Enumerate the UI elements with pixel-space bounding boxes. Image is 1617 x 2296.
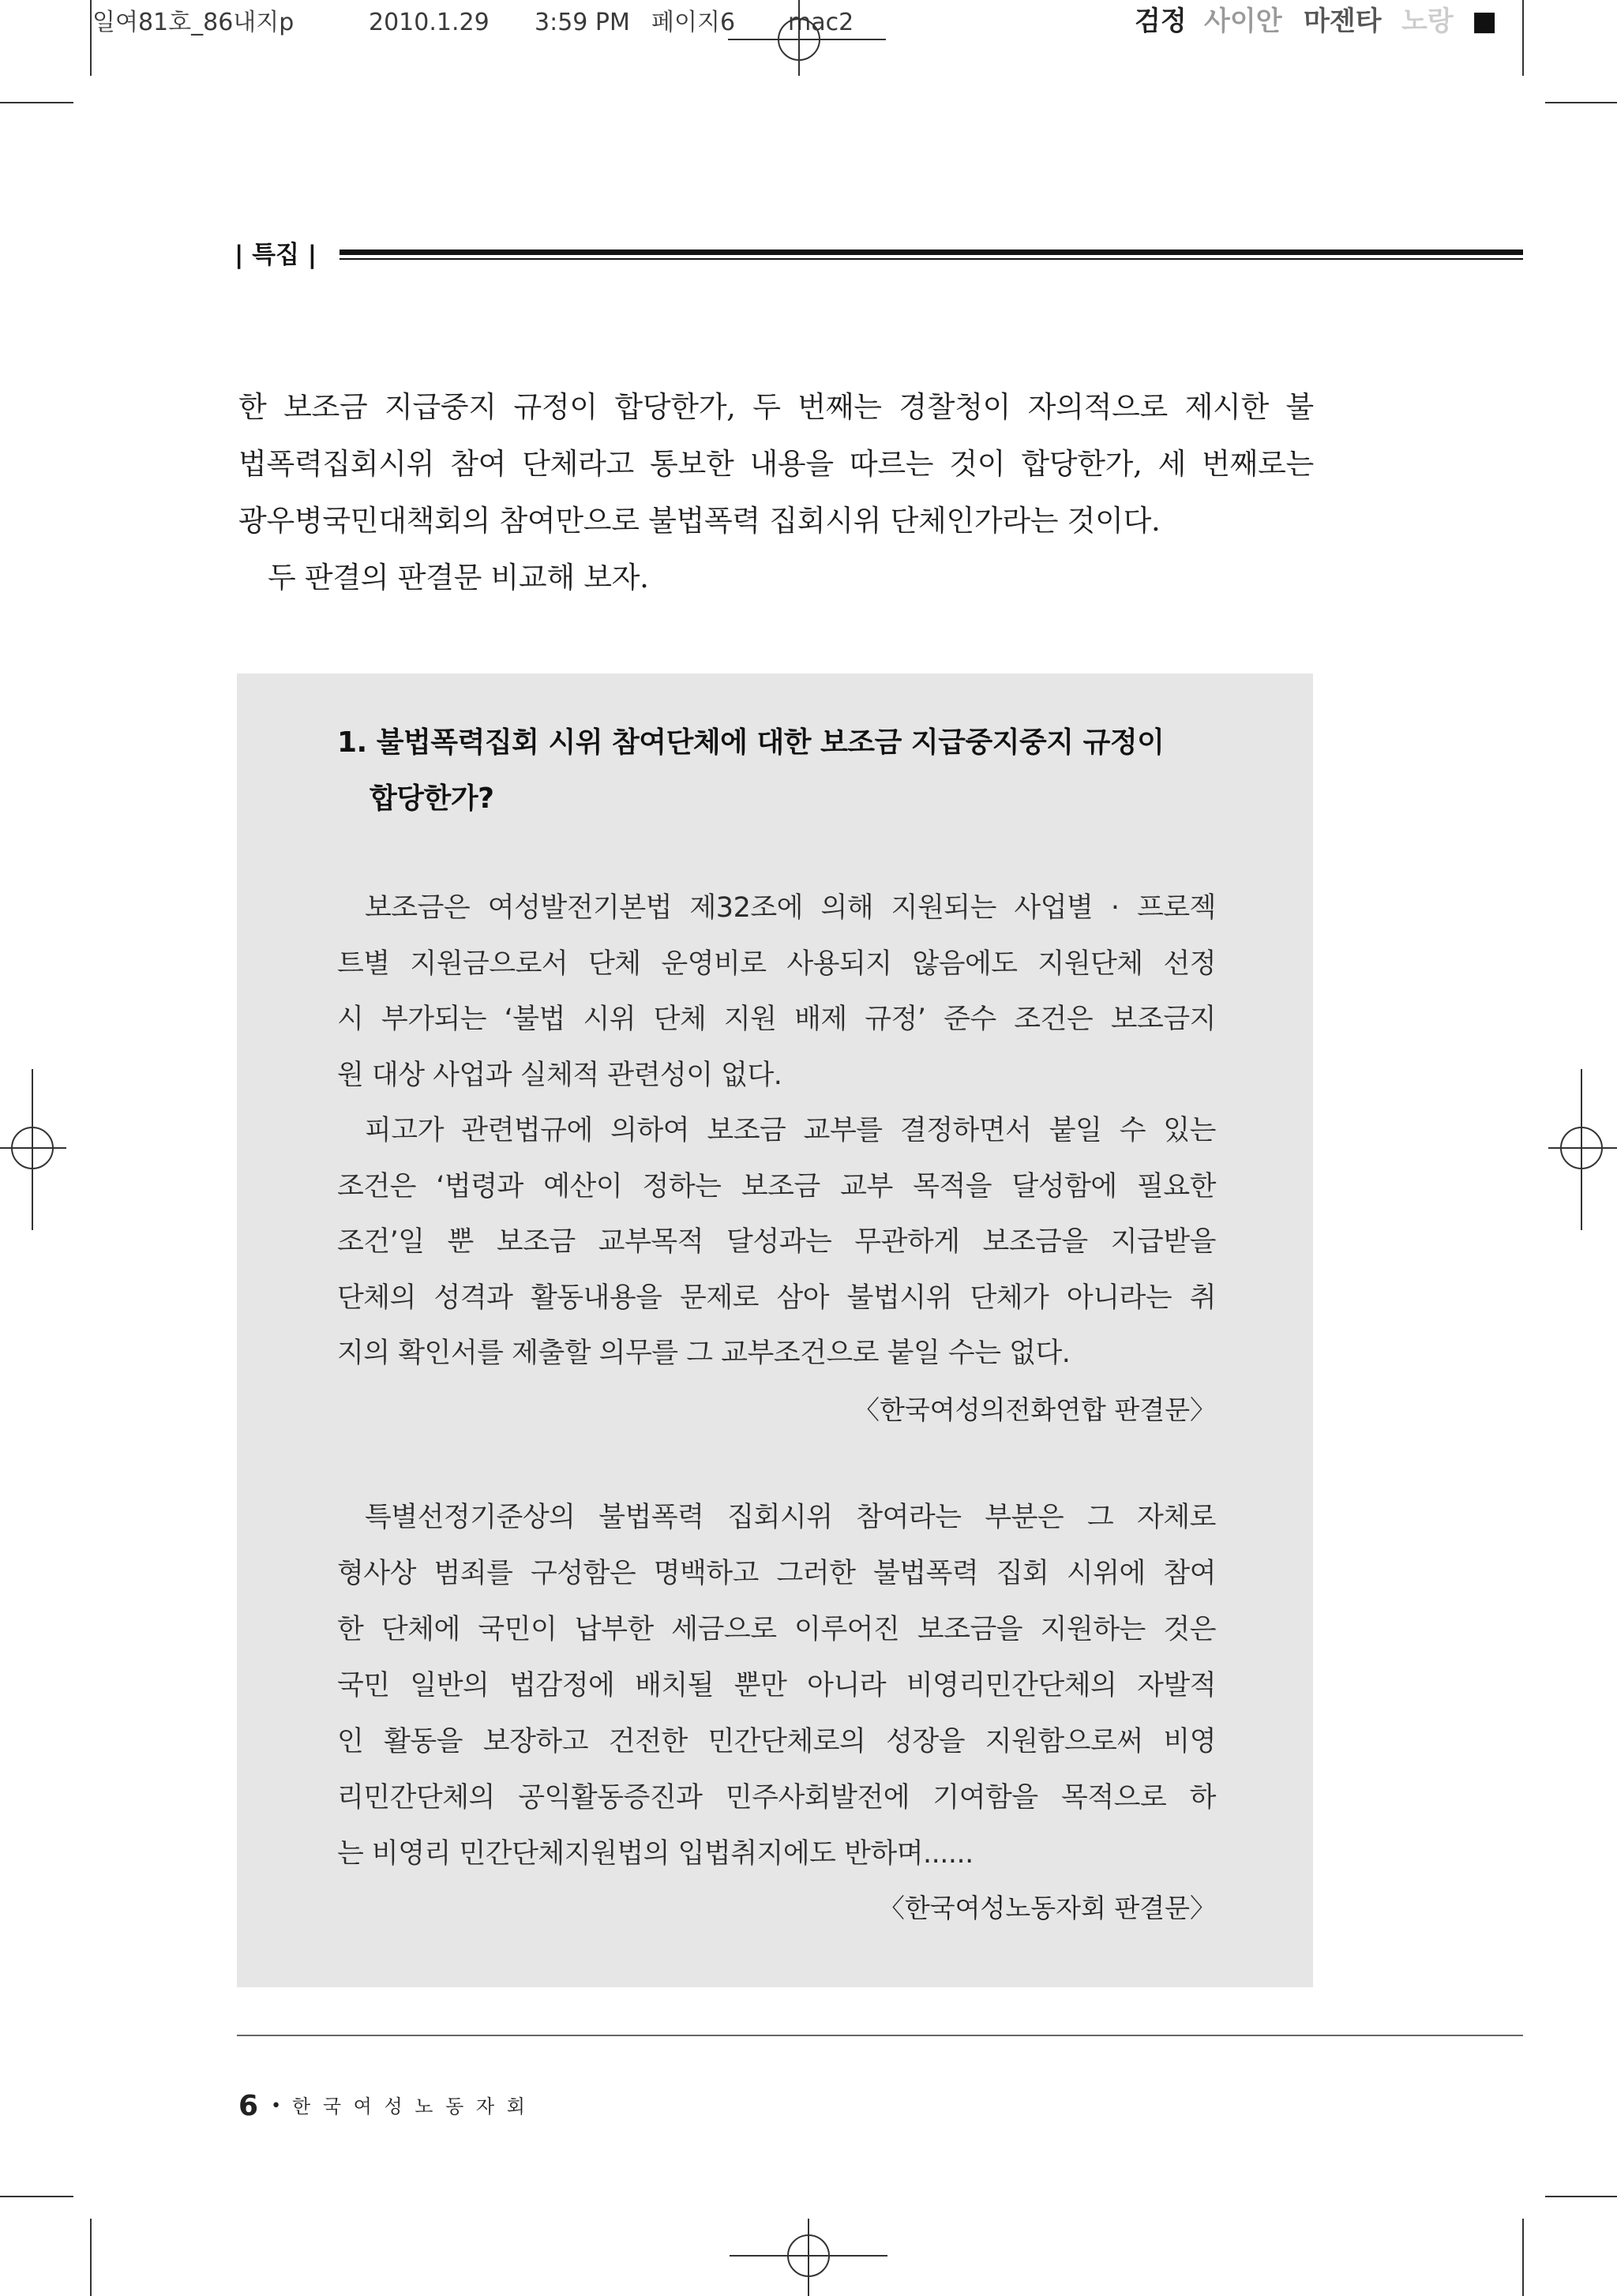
publication-name: 한 국 여 성 노 동 자 회 [292,2095,528,2118]
box-heading [337,715,1216,827]
quote-line: 특별선정기준상의 불법폭력 집회시위 참여라는 부분은 그 자체로 [365,1502,1216,1533]
quote-line: 피고가 관련법규에 의하여 보조금 교부를 결정하면서 붙일 수 있는 [365,1115,1216,1146]
section-label: | 특집 | [234,241,317,269]
quote-line: 트별 지원금으로서 단체 운영비로 사용되지 않음에도 지원단체 선정 [337,947,1216,980]
slug-color-cyan: 사이안 [1204,6,1282,37]
body-line: 한 보조금 지급중지 규정이 합당한가, 두 번째는 경찰청이 자의적으로 제시한 불 [238,390,1314,424]
footer-rule [237,2035,1523,2036]
quote-line: 한 단체에 국민이 납부한 세금으로 이루어진 보조금을 지원하는 것은 [337,1614,1216,1645]
slug-color-magenta: 마젠타 [1304,6,1382,37]
slug-color-yellow: 노랑 [1401,6,1454,37]
body-line: 두 판결의 판결문 비교해 보자. [268,561,649,595]
quote-line: 는 비영리 민간단체지원법의 입법취지에도 반하며...... [337,1838,974,1870]
quote-line: 인 활동을 보장하고 건전한 민간단체로의 성장을 지원함으로써 비영 [337,1726,1216,1758]
quote-line: 보조금은 여성발전기본법 제32조에 의해 지원되는 사업별 · 프로젝 [365,892,1216,924]
body-paragraph [238,379,1314,606]
slug-machine: mac2 [788,9,854,36]
body-line: 광우병국민대책회의 참여만으로 불법폭력 집회시위 단체인가라는 것이다. [238,504,1161,538]
quote-line: 조건은 ‘법령과 예산이 정하는 보조금 교부 목적을 달성함에 필요한 [337,1170,1216,1202]
slug-color-black: 검정 [1135,6,1187,37]
ruling-quote-2 [337,1490,1216,1882]
body-line: 법폭력집회시위 참여 단체라고 통보한 내용을 따르는 것이 합당한가, 세 번째로는 [238,447,1314,481]
slug-time: 3:59 PM [535,9,630,36]
quote-line: 조건’일 뿐 보조금 교부목적 달성과는 무관하게 보조금을 지급받을 [337,1226,1216,1258]
quote-line: 형사상 범죄를 구성함은 명백하고 그러한 불법폭력 집회 시위에 참여 [337,1558,1216,1589]
header-rule-thick [340,249,1523,255]
quote-line: 국민 일반의 법감정에 배치될 뿐만 아니라 비영리민간단체의 자발적 [337,1670,1216,1701]
bullet-icon: • [271,2096,282,2116]
quote-line: 지의 확인서를 제출할 의무를 그 교부조건으로 붙일 수는 없다. [337,1337,1071,1369]
ruling-source-1: 〈한국여성의전화연합 판결문〉 [853,1394,1216,1425]
page-number: 6 [238,2090,259,2122]
registration-mark-right [1548,1069,1617,1230]
slug-color-square: ■ [1472,6,1498,37]
slug-date: 2010.1.29 [369,9,490,36]
registration-mark-left [0,1069,66,1230]
slug-file-name: 일여81호_86내지p [92,9,295,36]
quote-line: 원 대상 사업과 실체적 관련성이 없다. [337,1059,782,1091]
slug-page: 페이지6 [651,9,736,36]
quote-line: 단체의 성격과 활동내용을 문제로 삼아 불법시위 단체가 아니라는 취 [337,1281,1216,1314]
registration-mark-bottom [730,2219,887,2296]
ruling-quote-1 [337,880,1216,1382]
ruling-source-2: 〈한국여성노동자회 판결문〉 [878,1893,1216,1923]
box-heading-line: 1. 불법폭력집회 시위 참여단체에 대한 보조금 지급중지중지 규정이 [337,726,1165,759]
quote-line: 시 부가되는 ‘불법 시위 단체 지원 배제 규정’ 준수 조건은 보조금지 [337,1004,1216,1035]
quote-line: 리민간단체의 공익활동증진과 민주사회발전에 기여함을 목적으로 하 [337,1782,1216,1814]
box-heading-line: 합당한가? [370,782,494,815]
page-footer [238,2089,528,2124]
header-rule-thin [340,258,1523,260]
